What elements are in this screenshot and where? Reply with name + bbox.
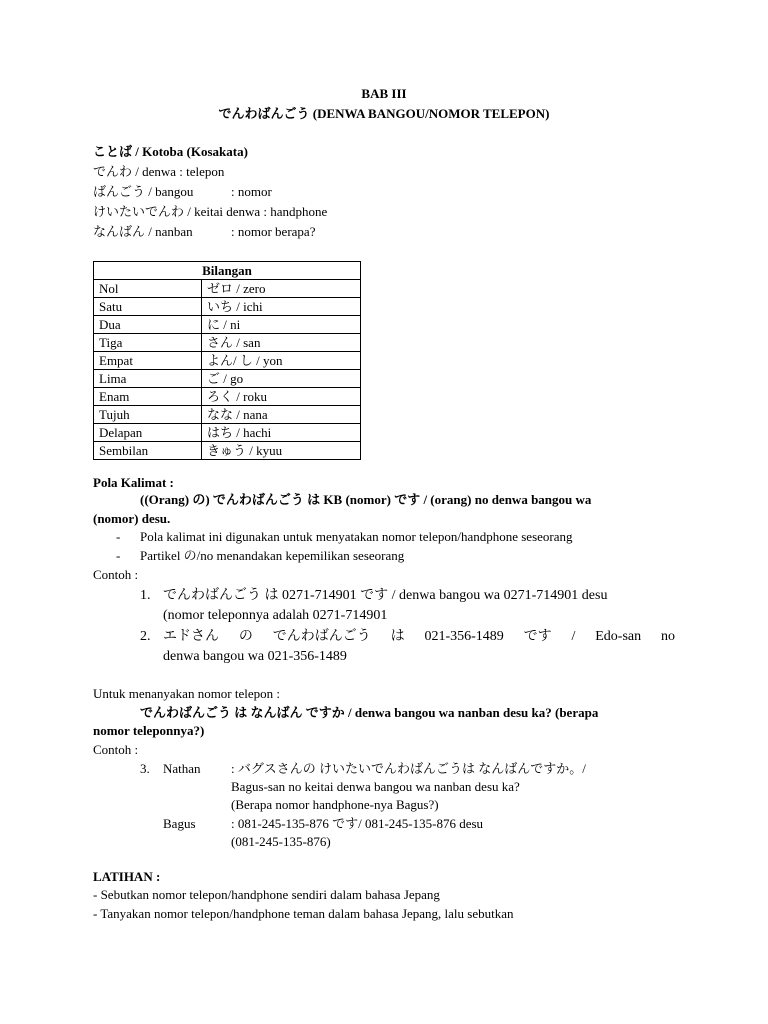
question-formula-cont: nomor teleponnya?) <box>93 723 205 738</box>
table-cell: Nol <box>94 280 202 298</box>
dialog-line: : バグスさんの けいたいでんわばんごうは なんばんですか。/ <box>231 761 586 776</box>
table-cell: ろく / roku <box>202 388 361 406</box>
table-cell: Lima <box>94 370 202 388</box>
bullet-item: Partikel の/no menandakan kepemilikan seseorang <box>140 548 405 563</box>
bullet-dash: - <box>116 548 121 563</box>
table-row <box>94 442 361 460</box>
example-number: 3. <box>140 761 150 776</box>
example-number: 1. <box>140 588 151 603</box>
table-cell: なな / nana <box>202 406 361 424</box>
dialog-line: (Berapa nomor handphone-nya Bagus?) <box>231 797 439 812</box>
table-cell: Enam <box>94 388 202 406</box>
vocab-meaning: : nomor berapa? <box>231 224 316 239</box>
example-word: エドさん <box>163 629 219 644</box>
table-row <box>94 370 361 388</box>
example-word: です <box>523 629 552 644</box>
table-cell: Sembilan <box>94 442 202 460</box>
table-cell: Satu <box>94 298 202 316</box>
dialog-line: : 081-245-135-876 です/ 081-245-135-876 desu <box>231 816 484 831</box>
example-word: Edo-san <box>595 629 642 644</box>
example-label: Contoh : <box>93 567 139 582</box>
pattern-heading: Pola Kalimat : <box>93 475 174 490</box>
table-row <box>94 352 361 370</box>
table-cell: Tiga <box>94 334 202 352</box>
example-word: no <box>660 629 675 644</box>
exercise-item: - Tanyakan nomor telepon/handphone teman dalam bahasa Jepang, lalu sebutkan <box>93 906 514 921</box>
example-label: Contoh : <box>93 742 139 757</box>
vocab-item: ばんごう / bangou <box>93 184 194 199</box>
example-word: の <box>238 629 253 644</box>
table-row <box>94 280 361 298</box>
example-word: でんわばんごう <box>272 629 371 644</box>
table-row <box>94 298 361 316</box>
dialog-line: (081-245-135-876) <box>231 834 331 849</box>
bullet-dash: - <box>116 529 121 544</box>
speaker-name: Nathan <box>163 761 201 776</box>
example-word: / <box>571 629 576 644</box>
table-cell: よん/ し / yon <box>202 352 361 370</box>
example-word: 021-356-1489 <box>424 629 504 644</box>
table-cell: はち / hachi <box>202 424 361 442</box>
table-row <box>94 424 361 442</box>
pattern-formula: ((Orang) の) でんわばんごう は KB (nomor) です / (orang) no denwa bangou wa <box>140 492 592 507</box>
numbers-table-header: Bilangan <box>94 262 361 280</box>
vocab-item: けいたいでんわ / keitai denwa : handphone <box>93 204 328 219</box>
example-line <box>163 627 675 647</box>
example-line: でんわばんごう は 0271-714901 です / denwa bangou wa 0271-714901 desu <box>163 588 608 603</box>
example-line: (nomor teleponnya adalah 0271-714901 <box>163 608 388 623</box>
table-row <box>94 334 361 352</box>
vocab-meaning: : nomor <box>231 184 272 199</box>
exercise-item: - Sebutkan nomor telepon/handphone sendiri dalam bahasa Jepang <box>93 887 440 902</box>
table-cell: Tujuh <box>94 406 202 424</box>
dialog-line: Bagus-san no keitai denwa bangou wa nanban desu ka? <box>231 779 520 794</box>
table-cell: きゅう / kyuu <box>202 442 361 460</box>
bullet-item: Pola kalimat ini digunakan untuk menyatakan nomor telepon/handphone seseorang <box>140 529 573 544</box>
table-cell: さん / san <box>202 334 361 352</box>
table-cell: ゼロ / zero <box>202 280 361 298</box>
chapter-subtitle: でんわばんごう (DENWA BANGOU/NOMOR TELEPON) <box>218 106 550 121</box>
table-row <box>94 316 361 334</box>
numbers-table <box>93 261 361 460</box>
table-cell: ご / go <box>202 370 361 388</box>
question-intro: Untuk menanyakan nomor telepon : <box>93 686 281 701</box>
table-cell: Empat <box>94 352 202 370</box>
vocab-item: でんわ / denwa : telepon <box>93 164 225 179</box>
exercise-heading: LATIHAN : <box>93 869 161 884</box>
speaker-name: Bagus <box>163 816 196 831</box>
vocab-item: なんばん / nanban <box>93 224 193 239</box>
chapter-title: BAB III <box>361 86 407 101</box>
example-number: 2. <box>140 629 151 644</box>
table-cell: Delapan <box>94 424 202 442</box>
table-row <box>94 406 361 424</box>
pattern-formula-cont: (nomor) desu. <box>93 511 171 526</box>
table-cell: Dua <box>94 316 202 334</box>
example-word: は <box>390 629 405 644</box>
table-cell: に / ni <box>202 316 361 334</box>
example-line: denwa bangou wa 021-356-1489 <box>163 649 347 664</box>
table-row <box>94 388 361 406</box>
table-cell: いち / ichi <box>202 298 361 316</box>
vocab-heading: ことば / Kotoba (Kosakata) <box>93 144 248 159</box>
question-formula: でんわばんごう は なんばん ですか / denwa bangou wa nanban desu ka? (berapa <box>140 705 599 720</box>
